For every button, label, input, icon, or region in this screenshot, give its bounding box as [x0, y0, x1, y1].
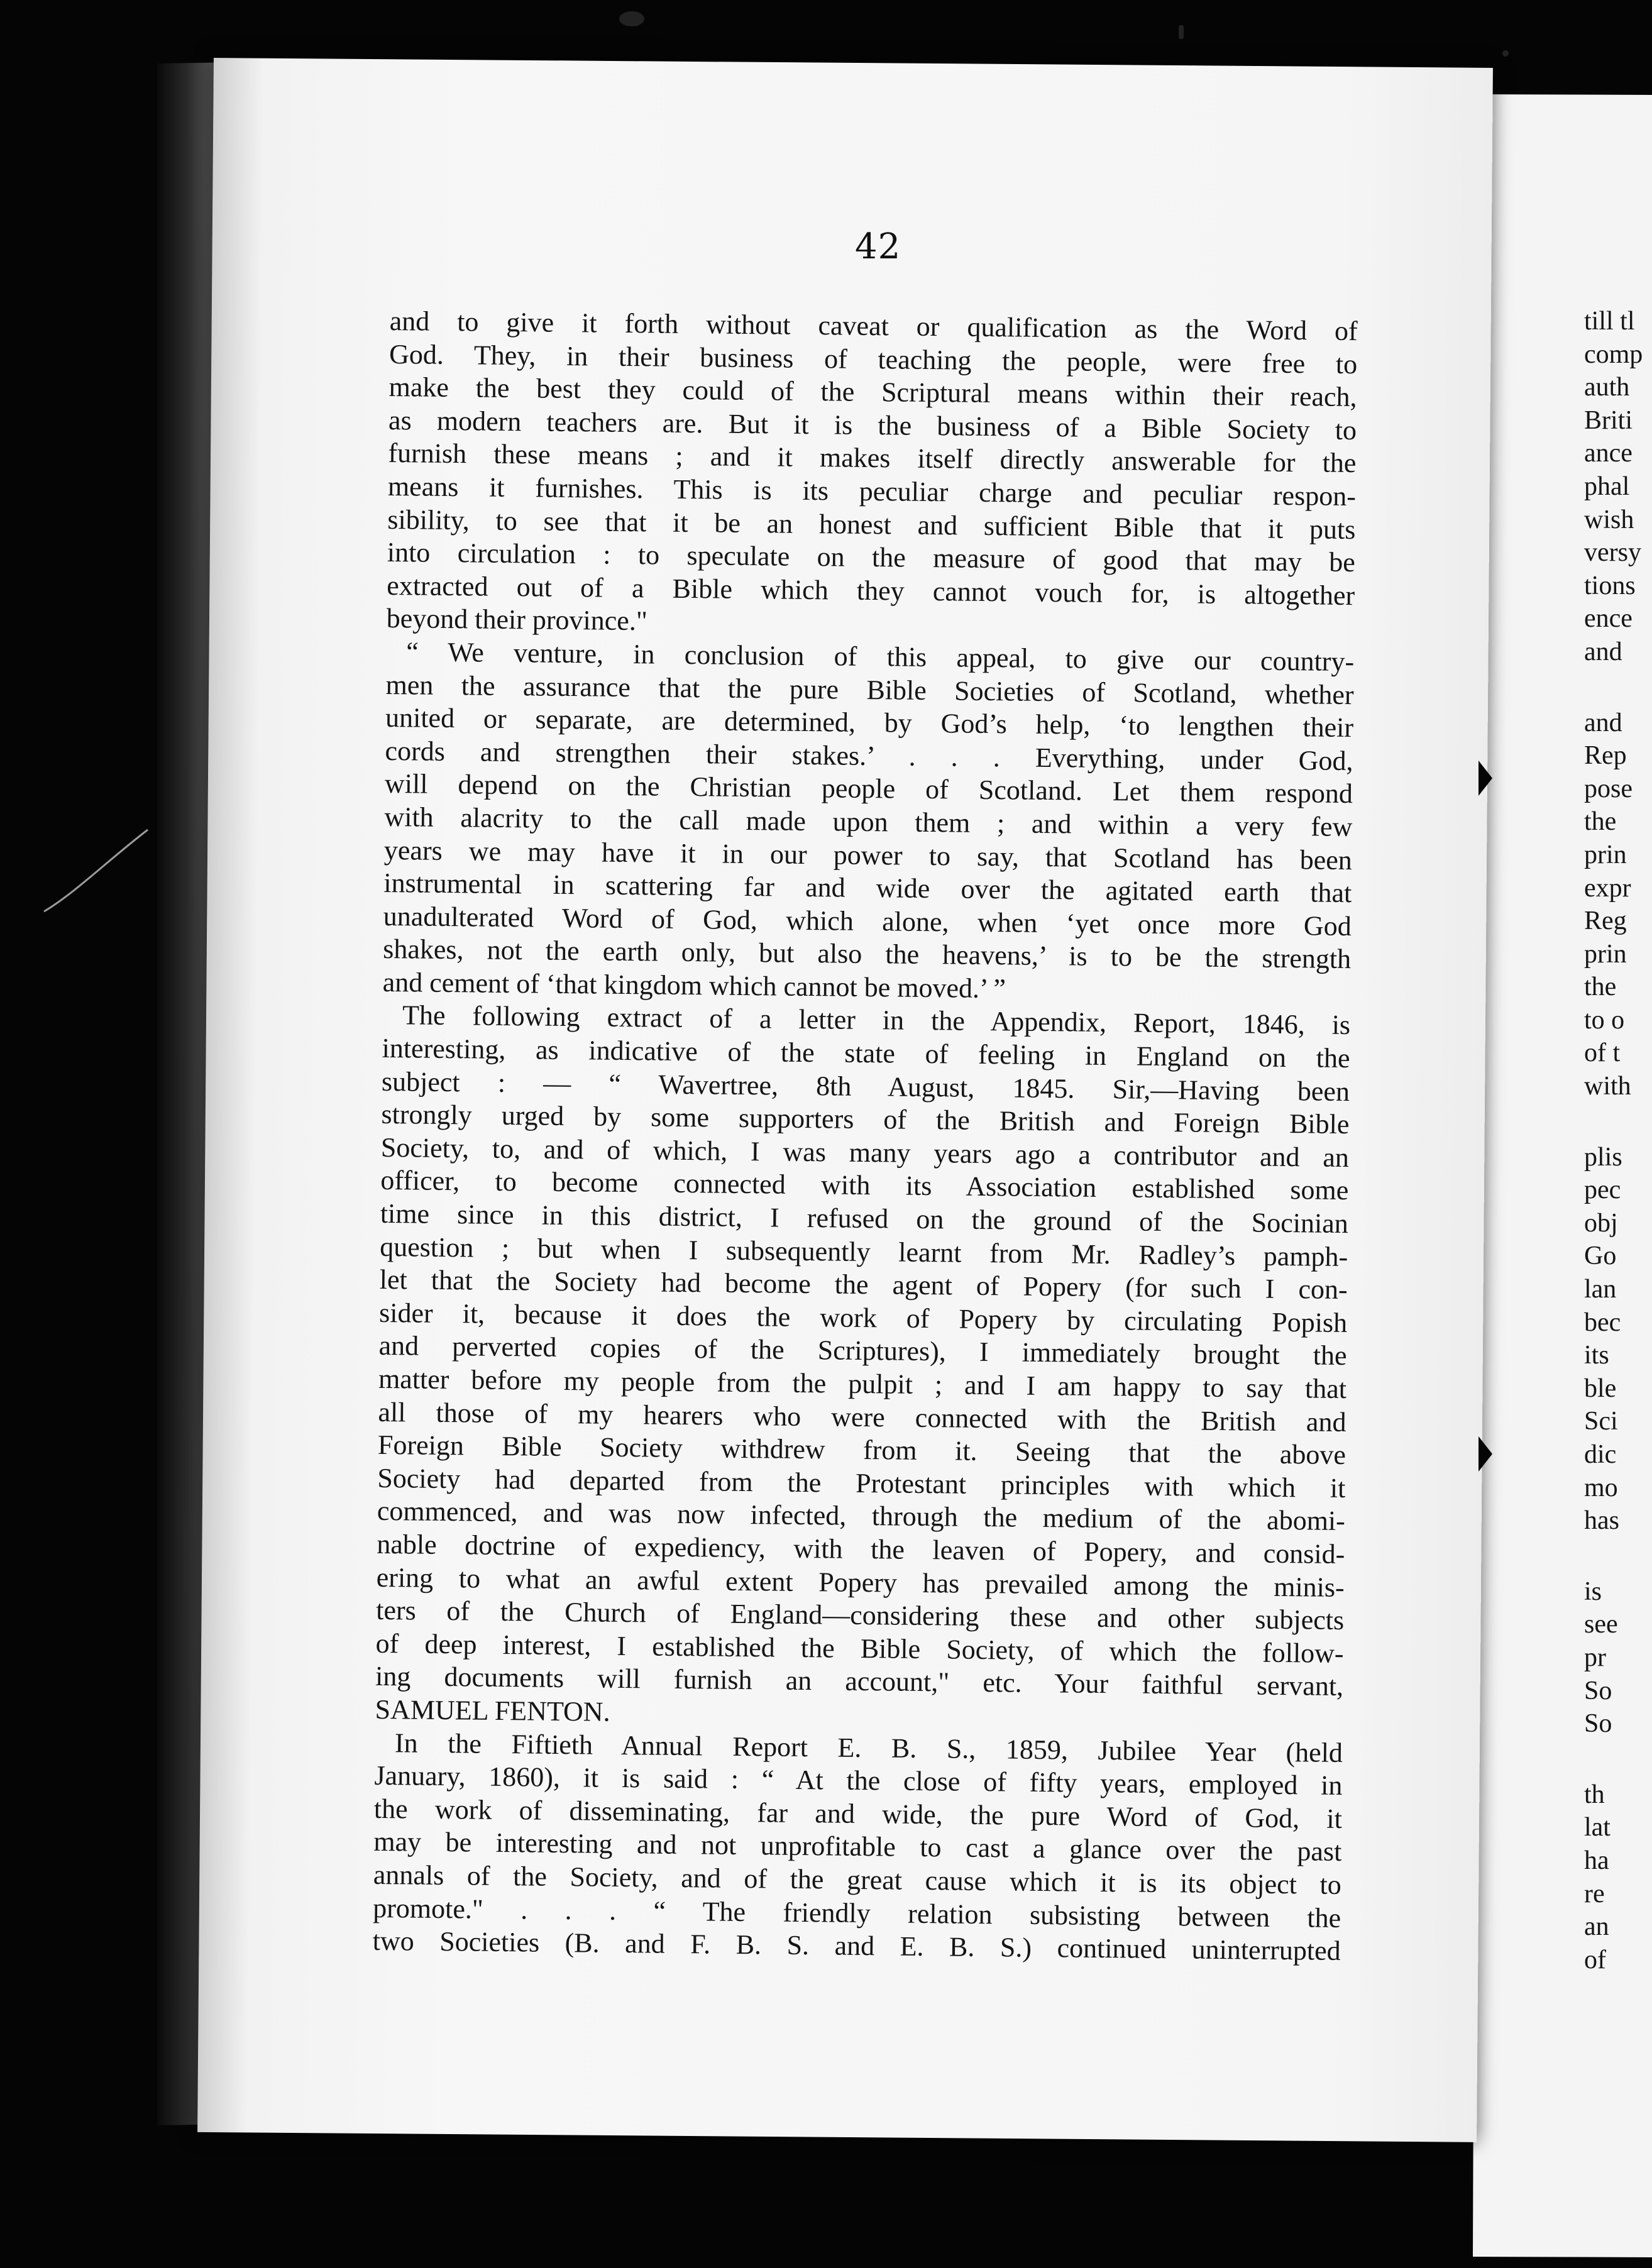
facing-text-line: the — [1584, 807, 1617, 837]
facing-text-line: of — [1584, 1945, 1606, 1974]
facing-text-line — [1584, 1741, 1652, 1778]
facing-text-line: Briti — [1584, 405, 1633, 435]
margin-mark — [38, 817, 163, 918]
text-line: into circulation : to speculate on the measure of good that may be — [387, 537, 1356, 578]
text-line: extracted out of a Bible which they cannot vouch for, is altogether — [387, 570, 1355, 611]
facing-text-line: bec — [1584, 1307, 1621, 1337]
facing-text-line: Go — [1584, 1241, 1617, 1271]
text-line: means it furnishes. This is its peculiar charge and peculiar respon- — [387, 470, 1357, 512]
facing-text-line: lat — [1584, 1813, 1611, 1842]
facing-text-line: prin — [1584, 939, 1627, 969]
facing-text-line: Sci — [1584, 1407, 1618, 1436]
facing-text-line: has — [1584, 1506, 1619, 1536]
facing-text-line: its — [1584, 1341, 1609, 1370]
facing-text-line — [1584, 1103, 1652, 1141]
text-line: beyond their province." — [386, 603, 648, 637]
text-line: ing documents will furnish an account," etc. Your faithful servant, — [375, 1661, 1344, 1702]
text-line: subject : — “ Wavertree, 8th August, 1845. Sir,—Having been — [381, 1065, 1350, 1107]
text-line: make the best they could of the Scriptural means within their reach, — [388, 372, 1357, 413]
text-line: shakes, not the earth only, but also the heavens,’ is to be the strength — [383, 933, 1352, 975]
page-number: 42 — [855, 226, 901, 267]
text-line: question ; but when I subsequently learnt from Mr. Radley’s pamph- — [380, 1231, 1348, 1272]
facing-text-line: pose — [1584, 774, 1633, 803]
text-line: Society, to, and of which, I was many years ago a contributor and an — [380, 1131, 1350, 1173]
text-line: years we may have it in our power to say, that Scotland has been — [383, 834, 1353, 876]
facing-text-line: comp — [1584, 339, 1643, 369]
text-line: the work of disseminating, far and wide, the pure Word of God, it — [373, 1793, 1343, 1834]
text-line: unadulterated Word of God, which alone, when ‘yet once more God — [383, 900, 1352, 942]
facing-text-line: Reg — [1584, 906, 1627, 936]
text-line: SAMUEL FENTON. — [375, 1693, 610, 1727]
facing-text-line: obj — [1584, 1208, 1618, 1238]
facing-text-line: wish — [1584, 505, 1634, 534]
text-line: of deep interest, I established the Bible Society, of which the follow- — [375, 1627, 1344, 1669]
facing-text-line: pr — [1584, 1643, 1606, 1672]
facing-text-line: lan — [1584, 1275, 1617, 1304]
page-notch — [1479, 761, 1492, 796]
text-line: time since in this district, I refused on the ground of the Socinian — [380, 1197, 1349, 1240]
text-line: nable doctrine of expediency, with the leaven of Popery, and consid- — [377, 1528, 1345, 1570]
facing-text-line: prin — [1584, 840, 1627, 869]
text-line: promote." . . . “ The friendly relation subsisting between the — [373, 1892, 1341, 1934]
facing-text-line — [1584, 1538, 1652, 1575]
text-line: cords and strengthen their stakes.’ . . . Everything, under God, — [385, 735, 1353, 776]
text-line: interesting, as indicative of the state of feeling in England on the — [382, 1032, 1350, 1074]
facing-text-line: pec — [1584, 1175, 1621, 1205]
facing-text-line: the — [1584, 972, 1617, 1002]
text-line: ters of the Church of England—considering these and other subjects — [375, 1595, 1345, 1636]
main-text-column — [372, 305, 1357, 1968]
text-line: men the assurance that the pure Bible Societies of Scotland, whether — [385, 669, 1354, 710]
text-line: as modern teachers are. But it is the business of a Bible Society to — [388, 404, 1357, 446]
facing-text-line: expr — [1584, 873, 1631, 903]
text-line: may be interesting and not unprofitable to cast a glance over the past — [373, 1826, 1342, 1868]
facing-text-line: phal — [1584, 471, 1630, 501]
text-line: two Societies (B. and F. B. S. and E. B. S.) continued uninterrupted — [372, 1925, 1341, 1967]
facing-text-line: is — [1584, 1577, 1602, 1606]
facing-text-line: ance — [1584, 439, 1633, 468]
facing-text-line: ha — [1584, 1846, 1609, 1875]
text-line: officer, to become connected with its Association established some — [380, 1165, 1349, 1206]
facing-text-line: auth — [1584, 373, 1630, 402]
text-line: God. They, in their business of teaching the people, were free to — [388, 338, 1358, 380]
text-line: matter before my people from the pulpit ; and I am happy to say that — [378, 1363, 1347, 1405]
facing-text-line: to o — [1584, 1005, 1625, 1035]
text-line: instrumental in scattering far and wide over the agitated earth that — [383, 867, 1352, 909]
facing-text-line: ble — [1584, 1373, 1617, 1403]
text-line: sibility, to see that it be an honest and sufficient Bible that it puts — [387, 504, 1356, 545]
text-line: strongly urged by some supporters of the British and Foreign Bible — [381, 1099, 1350, 1140]
text-line: and perverted copies of the Scriptures), I immediately brought the — [378, 1330, 1347, 1372]
facing-text-line: So — [1584, 1676, 1612, 1705]
scan-speck — [1179, 25, 1184, 39]
text-line: will depend on the Christian people of Scotland. Let them respond — [384, 768, 1353, 810]
facing-text-line: and — [1584, 637, 1622, 666]
facing-text-line: of t — [1584, 1038, 1621, 1068]
text-line: let that the Society had become the agent of Popery (for such I con- — [379, 1264, 1348, 1306]
text-line: all those of my hearers who were connected with the British and — [378, 1396, 1346, 1438]
text-line: Foreign Bible Society withdrew from it. Seeing that the above — [377, 1429, 1346, 1471]
facing-text-line: mo — [1584, 1473, 1618, 1502]
facing-text-line: versy — [1584, 538, 1641, 568]
facing-text-line: Rep — [1584, 741, 1627, 771]
text-line: with alacrity to the call made upon them ; and within a very few — [384, 801, 1353, 842]
text-line: annals of the Society, and of the great cause which it is its object to — [373, 1859, 1342, 1900]
facing-text-line: see — [1584, 1610, 1618, 1639]
facing-text-line: plis — [1584, 1142, 1622, 1172]
text-line: united or separate, are determined, by God’s help, ‘to lengthen their — [385, 702, 1354, 744]
page-notch — [1479, 1436, 1492, 1472]
text-line: and cement of ‘that kingdom which cannot be moved.’ ” — [382, 966, 1006, 1005]
text-line: The following extract of a letter in the Appendix, Report, 1846, is — [402, 999, 1351, 1041]
facing-page-text-fragments — [1584, 305, 1652, 1976]
text-line: January, 1860), it is said : “ At the close of fifty years, employed in — [374, 1759, 1343, 1802]
text-line: furnish these means ; and it makes itself directly answerable for the — [388, 438, 1357, 479]
scan-speck — [1502, 50, 1509, 57]
text-line: sider it, because it does the work of Popery by circulating Popish — [378, 1297, 1348, 1338]
facing-text-line — [1584, 669, 1652, 707]
facing-text-line: ence — [1584, 604, 1633, 634]
facing-text-line: So — [1584, 1709, 1612, 1739]
facing-text-line: dic — [1584, 1440, 1617, 1469]
text-line: In the Fiftieth Annual Report E. B. S., 1859, Jubilee Year (held — [394, 1727, 1343, 1768]
text-line: and to give it forth without caveat or qualification as the Word of — [389, 305, 1358, 347]
scan-speck — [619, 11, 644, 26]
text-line: “ We venture, in conclusion of this appeal, to give our country- — [405, 636, 1355, 678]
facing-text-line: till tl — [1584, 307, 1635, 336]
facing-text-line: tions — [1584, 571, 1636, 600]
facing-text-line: an — [1584, 1912, 1609, 1942]
facing-text-line: and — [1584, 708, 1622, 737]
facing-text-line: th — [1584, 1780, 1605, 1809]
facing-text-line: with — [1584, 1072, 1631, 1101]
facing-text-line: re — [1584, 1879, 1605, 1908]
text-line: commenced, and was now infected, through the medium of the abomi- — [377, 1495, 1346, 1537]
text-line: ering to what an awful extent Popery has prevailed among the minis- — [376, 1561, 1345, 1603]
text-line: Society had departed from the Protestant principles with which it — [377, 1462, 1346, 1504]
